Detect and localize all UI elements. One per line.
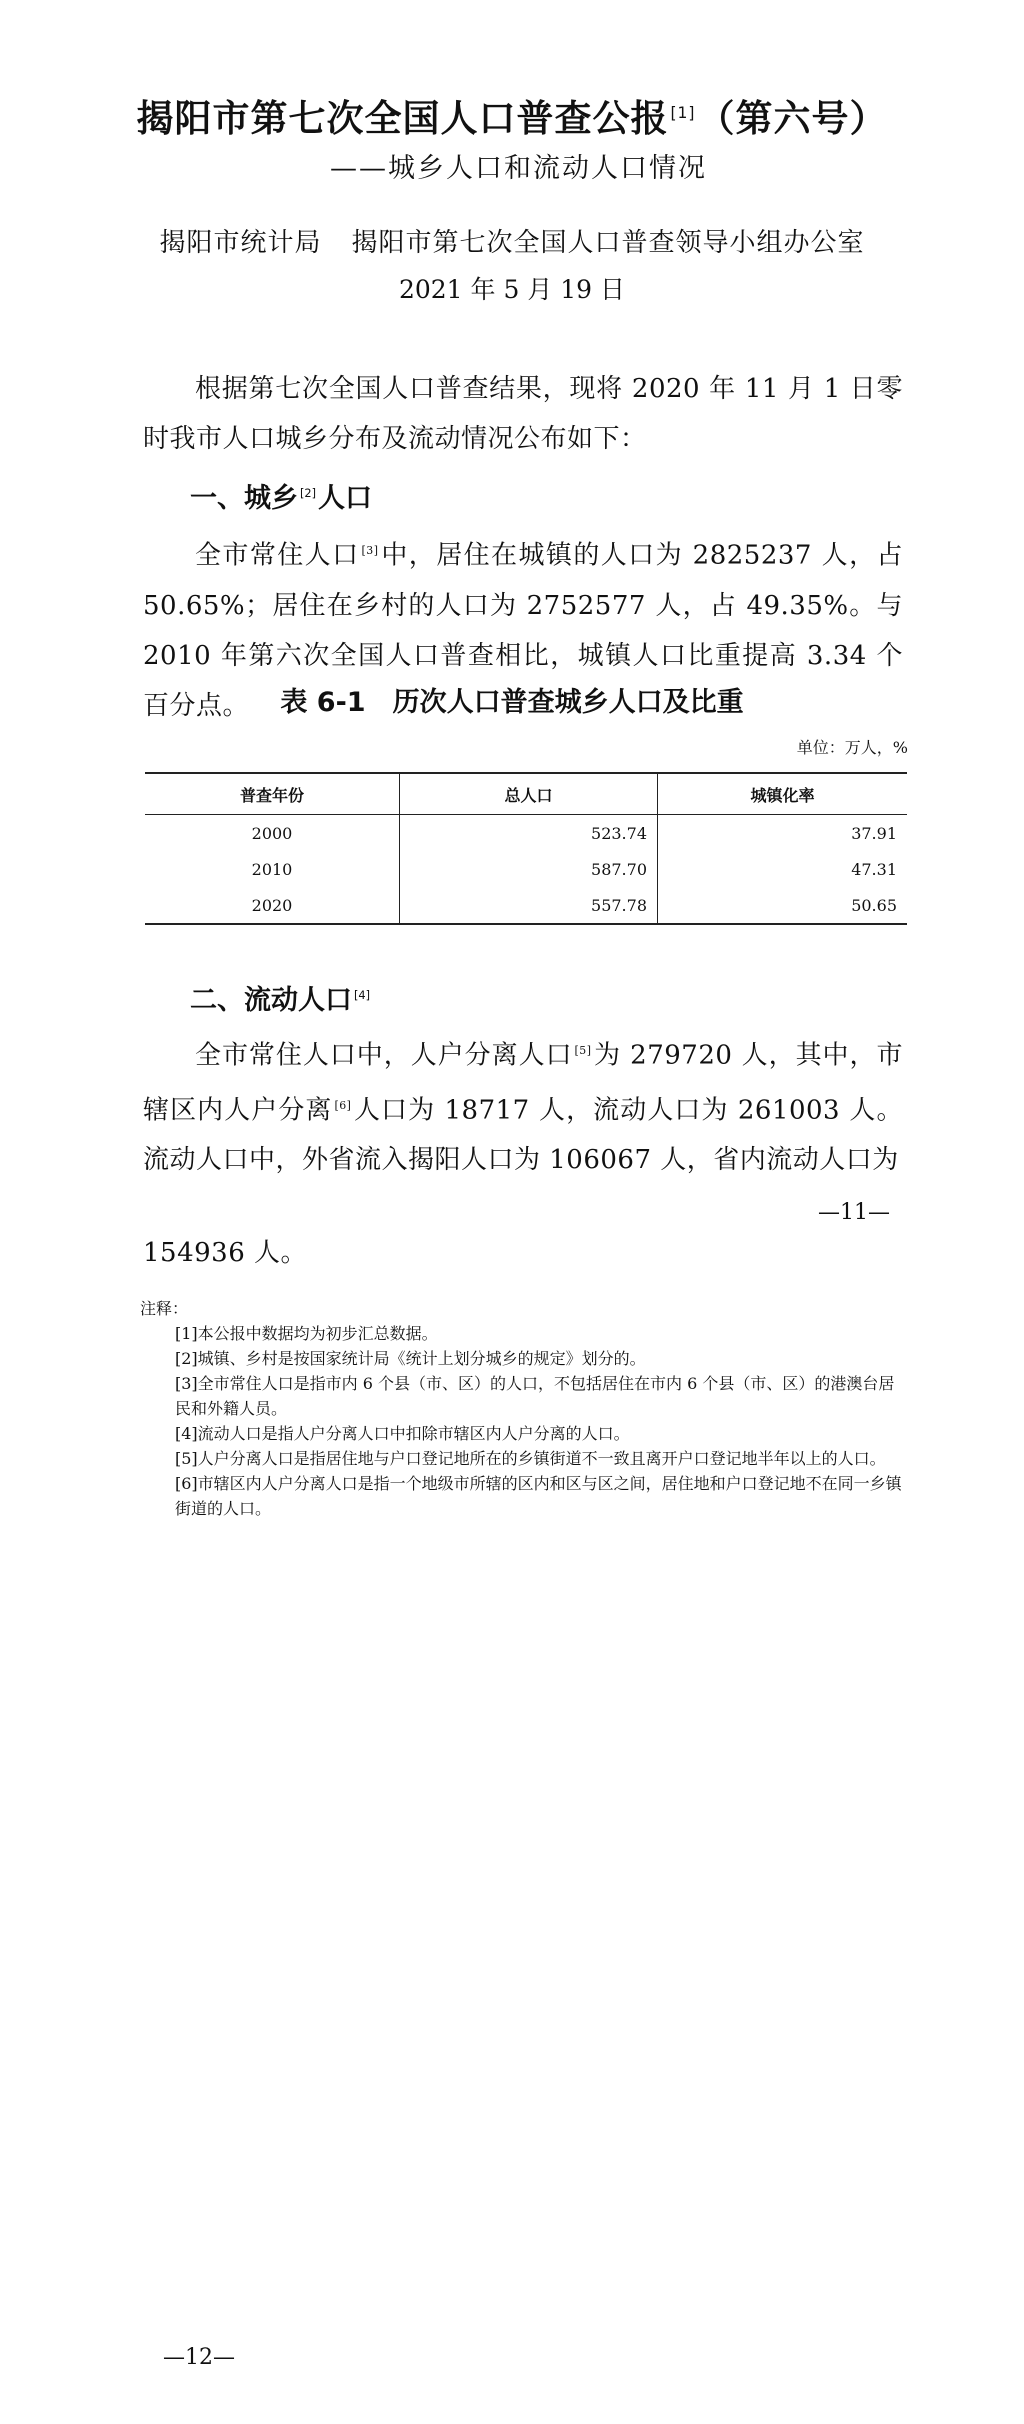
publish-date: 2021 年 5 月 19 日 [398, 275, 626, 304]
title-text: 揭阳市第七次全国人口普查公报 [136, 97, 669, 140]
title-suffix: （第六号） [697, 97, 888, 140]
note-item: [1]本公报中数据均为初步汇总数据。 [175, 1324, 438, 1343]
cell-urban-rate: 37.91 [658, 815, 908, 852]
section-2-paragraph-end: 154936 人。 [143, 1238, 308, 1268]
issuer-1: 揭阳市统计局 [159, 228, 322, 258]
intro-paragraph: 根据第七次全国人口普查结果，现将 2020 年 11 月 1 日零时我市人口城乡分布及流动情况公布如下： [143, 374, 903, 454]
section-1-heading-text: 一、城乡 [190, 483, 298, 514]
header-urban-rate: 城镇化率 [658, 773, 908, 815]
header-total: 总人口 [400, 773, 658, 815]
header-year: 普查年份 [145, 773, 400, 815]
section-2-paragraph [143, 1026, 903, 1185]
table-row [145, 815, 907, 852]
note-item: [2]城镇、乡村是按国家统计局《统计上划分城乡的规定》划分的。 [175, 1349, 646, 1368]
page-number: —12— [163, 2345, 235, 2370]
section-1-heading [190, 476, 372, 515]
footnote-ref[interactable]: [3] [361, 544, 379, 557]
page-number-inline: —11— [818, 1200, 890, 1225]
table-title: 表 6-1 历次人口普查城乡人口及比重 [280, 687, 744, 718]
para-text: 全市常住人口 [195, 540, 360, 571]
para-text: 中，居住在城镇的人口为 2825237 人，占 50.65%；居住在乡村的人口为 2752577 人，占 49.35%。与 2010 年第六次全国人口普查相比，城镇人口比重提高 3.34 个百分点。 [143, 540, 903, 721]
footnote-ref[interactable]: [5] [574, 1044, 592, 1057]
footnote-ref[interactable]: [2] [300, 486, 317, 500]
cell-year: 2020 [145, 887, 400, 924]
para-text: 为 279720 人，其中，市辖区内人户分离 [143, 1040, 903, 1126]
population-table [145, 772, 907, 925]
page-subtitle: ——城乡人口和流动人口情况 [330, 153, 707, 184]
cell-urban-rate: 47.31 [658, 851, 908, 887]
cell-urban-rate: 50.65 [658, 887, 908, 924]
section-2-heading [190, 978, 372, 1017]
section-1-heading-suffix: 人口 [318, 483, 373, 514]
para-text: 全市常住人口中，人户分离人口 [195, 1040, 573, 1071]
table-header-row [145, 773, 907, 815]
cell-total: 557.78 [400, 887, 658, 924]
footnote-ref[interactable]: [6] [334, 1098, 352, 1112]
note-item: [6]市辖区内人户分离人口是指一个地级市所辖的区内和区与区之间，居住地和户口登记地不在同一乡镇街道的人口。 [175, 1474, 902, 1518]
footnote-ref[interactable]: [4] [354, 988, 371, 1002]
cell-year: 2010 [251, 859, 293, 879]
cell-total: 523.74 [400, 815, 658, 852]
notes-section [140, 1296, 910, 1521]
note-item: [5]人户分离人口是指居住地与户口登记地所在的乡镇街道不一致且离开户口登记地半年以上的人口。 [175, 1449, 886, 1468]
cell-total: 587.70 [400, 851, 658, 887]
issuer-line [0, 222, 1024, 259]
section-2-heading-text: 二、流动人口 [190, 985, 352, 1016]
cell-year: 2000 [251, 823, 293, 843]
note-item: [4]流动人口是指人户分离人口中扣除市辖区内人户分离的人口。 [175, 1424, 630, 1443]
notes-label: 注释： [140, 1299, 189, 1318]
note-item: [3]全市常住人口是指市内 6 个县（市、区）的人口，不包括居住在市内 6 个县（市、区）的港澳台居民和外籍人员。 [175, 1374, 895, 1418]
issuer-2: 揭阳市第七次全国人口普查领导小组办公室 [351, 228, 865, 258]
page-title [0, 88, 1024, 142]
table-unit: 单位：万人，% [796, 738, 908, 757]
table-row [145, 851, 907, 887]
table-row [145, 887, 907, 924]
para-text: 人口为 18717 人，流动人口为 261003 人。流动人口中，外省流入揭阳人口为 106067 人，省内流动人口为 [143, 1095, 903, 1176]
footnote-ref[interactable]: [1] [670, 103, 696, 122]
